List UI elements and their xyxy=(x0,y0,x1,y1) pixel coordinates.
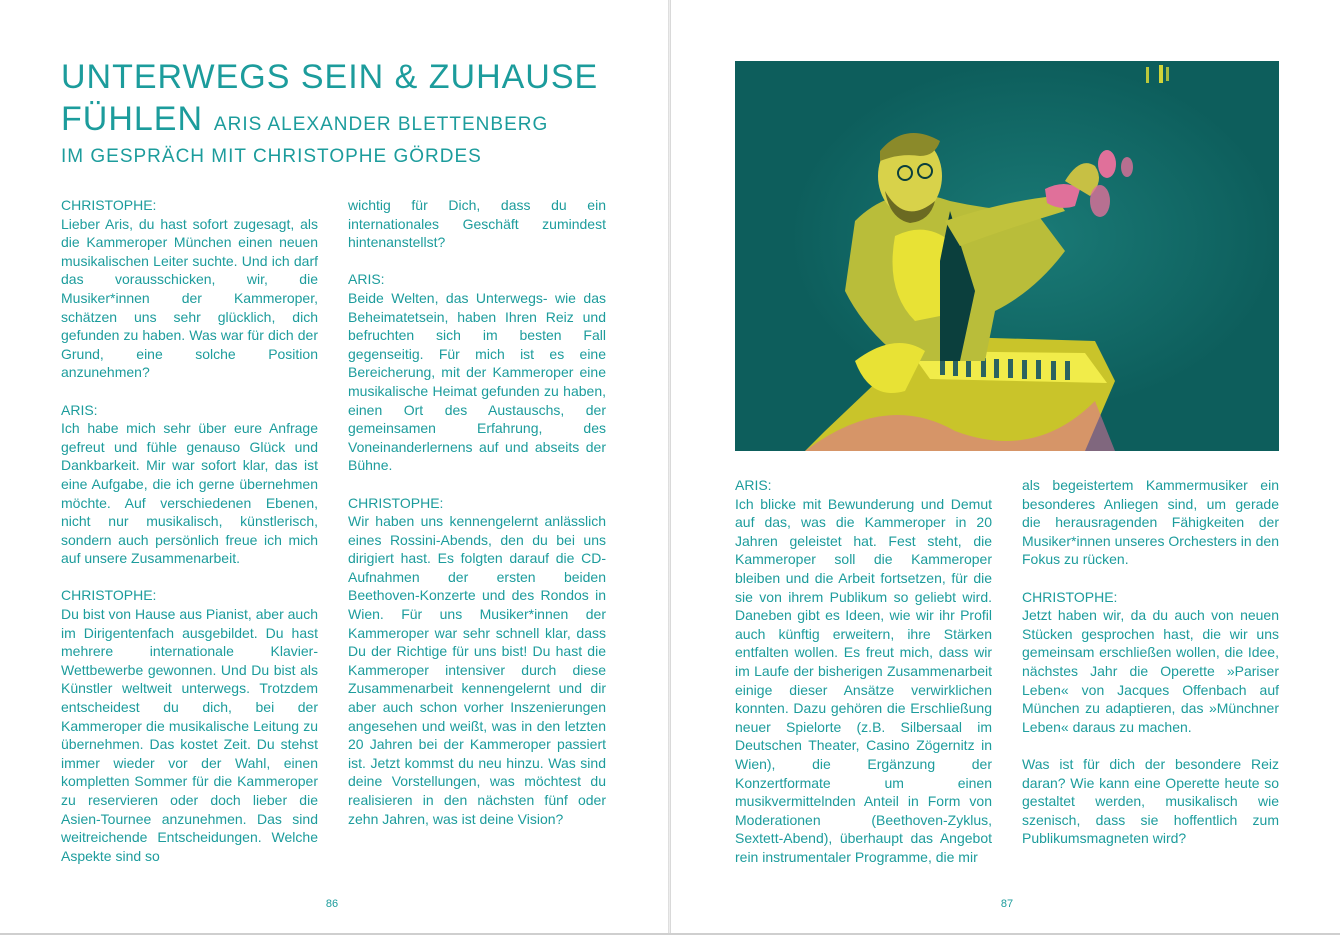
article-title xyxy=(61,56,621,170)
speaker-label: ARIS: xyxy=(61,401,98,418)
text-column-2 xyxy=(348,196,606,828)
speaker-label: ARIS: xyxy=(348,271,385,288)
interview-paragraph xyxy=(735,476,992,866)
speaker-label: ARIS: xyxy=(735,477,772,493)
page-number-right: 87 xyxy=(1000,898,1014,910)
pianist-photo xyxy=(735,61,1279,451)
speaker-label: CHRISTOPHE: xyxy=(1022,588,1118,605)
interview-paragraph xyxy=(61,196,318,382)
paragraph-text: Wir haben uns kennengelernt anlässlich eines Rossini-Abends, den du bei uns dirigiert hast. Es folgten darauf die CD-Aufnahmen der ersten beiden Beethoven-Konzerte und des Rondos in Wien. Für uns Musiker*innen der Kammeroper war sehr schnell klar, dass Du der Richtige für uns bist! Du hast die Kammeroper intensiver durch diese Zusammenarbeit kennengelernt und dir aber auch schon vorher Inszenierungen angesehen und weißt, was in den letzten 20 Jahren bei der Kammeroper passiert ist. Jetzt kommst du neu hinzu. Was sind deine Vorstellungen, was möchtest du realisieren in den nächsten fünf oder zehn Jahren, was ist deine Vision? xyxy=(348,513,606,827)
paragraph-text: Ich blicke mit Bewunderung und Demut auf das, was die Kammeroper in 20 Jahren geleistet hat. Fest steht, die Kammeroper soll die Kammeroper bleiben und die Arbeit fortsetzen, für die sie von ihrem Publikum so geliebt wird. Daneben gibt es Ideen, wie wir ihr Profil auch künftig erweitern, ihre Stärken entfalten wollen. Es freut mich, dass wir im Laufe der bisherigen Zusammenarbeit einige dieser Ansätze verwirklichen konnten. Dazu gehören die Erschließung neuer Spielorte (z.B. Silbersaal im Deutschen Theater, Casino Zögernitz in Wien), die Ergänzung der Konzertformate um einen musikvermittelnden Anteil in Form von Moderationen (Beethoven-Zyklus, Sextett-Abend), überhaupt das Angebot rein instrumentaler Programme, die mir xyxy=(735,495,992,865)
speaker-label: CHRISTOPHE: xyxy=(348,494,444,511)
left-page xyxy=(0,0,668,933)
interview-paragraph xyxy=(348,494,606,829)
paragraph-text: Beide Welten, das Unterwegs- wie das Beheimatetsein, haben Ihren Reiz und befruchten sich im besten Fall gegenseitig. Für mich ist es eine Bereicherung, mit der Kammeroper eine musikalische Heimat gefunden zu haben, einen Ort des Austauschs, der gemeinsamen Erfahrung, des Voneinanderlernens auf und abseits der Bühne. xyxy=(348,289,606,474)
speaker-label: CHRISTOPHE: xyxy=(61,197,157,213)
article-subtitle: IM GESPRÄCH MIT CHRISTOPHE GÖRDES xyxy=(61,146,482,167)
interview-paragraph xyxy=(1022,476,1279,569)
paragraph-text: wichtig für Dich, dass du ein internationales Geschäft zumindest hintenanstellst? xyxy=(348,197,606,251)
interview-paragraph xyxy=(1022,588,1279,737)
text-column-3 xyxy=(735,476,992,866)
paragraph-text: Lieber Aris, du hast sofort zugesagt, als die Kammeroper München einen neuen musikalischen Leiter suchte. Und ich darf das vorausschicken, wir, die Musiker*innen der Kammeroper, schätzen uns sehr glücklich, dich gefunden zu haben. Was war für dich der Grund, eine solche Position anzunehmen? xyxy=(61,215,318,381)
text-column-4 xyxy=(1022,476,1279,848)
page-number-left: 86 xyxy=(325,898,339,910)
paragraph-text: Jetzt haben wir, da du auch von neuen Stücken gesprochen hast, die wir uns gemeinsam erschließen wollen, die Idee, nächstes Jahr die Operette »Pariser Leben« von Jacques Offenbach auf München zu adaptieren, das »Münchner Leben« daraus zu machen. xyxy=(1022,607,1279,735)
speaker-label: CHRISTOPHE: xyxy=(61,587,157,604)
title-line-2: FÜHLEN xyxy=(61,100,204,138)
interview-paragraph xyxy=(1022,755,1279,848)
paragraph-text: Ich habe mich sehr über eure Anfrage gefreut und fühle genauso Glück und Dankbarkeit. Mir war sofort klar, das ist eine Aufgabe, die ich gerne übernehmen möchte. Auf verschiedenen Ebenen, nicht nur musikalisch, künstlerisch, sondern auch persönlich freue ich mich auf unsere Zusammenarbeit. xyxy=(61,420,318,567)
paragraph-text: als begeistertem Kammermusiker ein besonderes Anliegen sind, um gerade die herausragenden Fähigkeiten der Musiker*innen unseres Orchesters in den Fokus zu rücken. xyxy=(1022,477,1279,568)
paragraph-text: Du bist von Hause aus Pianist, aber auch im Dirigentenfach ausgebildet. Du hast mehrere internationale Klavier-Wettbewerbe gewonnen. Und Du bist als Künstler weltweit unterwegs. Trotzdem entscheidest du dich, bei der Kammeroper die musikalische Leitung zu übernehmen. Das kostet Zeit. Du stehst immer wieder vor der Wahl, einen kompletten Sommer für die Kammeroper zu reservieren oder doch lieber die Asien-Tournee anzunehmen. Das sind weitreichende Entscheidungen. Welche Aspekte sind so xyxy=(61,606,318,864)
right-page xyxy=(671,0,1340,933)
interview-paragraph xyxy=(348,270,606,475)
pianist-illustration xyxy=(735,61,1279,451)
interview-paragraph xyxy=(61,586,318,865)
title-line-1: UNTERWEGS SEIN & ZUHAUSE xyxy=(61,58,599,96)
interview-paragraph xyxy=(348,196,606,252)
paragraph-text: Was ist für dich der besondere Reiz daran? Wie kann eine Operette heute so gestaltet werden, musikalisch wie szenisch, dass sie hoffentlich zum Publikumsmagneten wird? xyxy=(1022,755,1279,847)
interview-paragraph xyxy=(61,401,318,568)
title-author: ARIS ALEXANDER BLETTENBERG xyxy=(213,114,549,135)
text-column-1 xyxy=(61,196,318,865)
